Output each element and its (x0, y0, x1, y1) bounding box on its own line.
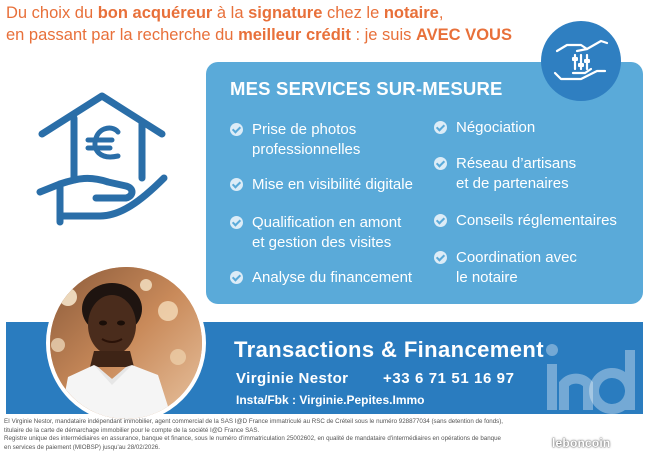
headline-segment: signature (248, 4, 323, 22)
headline-segment: : je suis (350, 26, 416, 44)
service-item: Réseau d’artisans et de partenaires (434, 154, 634, 194)
phone-number[interactable]: +33 6 71 51 16 97 (383, 370, 515, 387)
house-euro-hand-icon (30, 92, 170, 232)
check-circle-icon (434, 157, 447, 170)
check-circle-icon (230, 123, 243, 136)
headline-segment: meilleur crédit (238, 26, 351, 44)
headline (6, 2, 566, 46)
agent-photo (46, 263, 206, 423)
legal-notice: EI Virginie Nestor, mandataire indépendant immobilier, agent commercial de la SAS I@D France immatriculé au RSC de Créteil sous le numéro 928877034 (sans detention de fonds), titulaire de la carte de démarchage immobilier pour le compte de la société I@D France SAS. Registre unique des intermédiaires en assurance, banque et finance, sous le numéro d'immatriculation 25002602, en qualité de mandataire d'intermédiaires en opérations de banque en services de paiement (MIOBSP) jusqu'au 28/02/2026. (4, 418, 504, 452)
headline-segment: bon acquéreur (97, 4, 213, 22)
service-item: Négociation (434, 118, 634, 138)
headline-segment: , (438, 4, 444, 22)
service-item: Analyse du financement (230, 268, 435, 288)
headline-segment: à la (212, 4, 249, 22)
agent-name: Virginie Nestor (236, 370, 349, 387)
service-item: Coordination avec le notaire (434, 248, 634, 288)
headline-segment: Du choix du (6, 4, 98, 22)
social-handle[interactable]: Insta/Fbk : Virginie.Pepites.Immo (236, 393, 425, 407)
banner-title: Transactions & Financement (234, 337, 544, 362)
headline-segment: en passant par la recherche du (6, 26, 239, 44)
headline-segment: AVEC VOUS (415, 26, 512, 44)
check-circle-icon (434, 214, 447, 227)
services-title: MES SERVICES SUR-MESURE (230, 78, 503, 99)
headline-line-1 (6, 2, 566, 24)
check-circle-icon (230, 216, 243, 229)
iad-logo (542, 342, 642, 414)
check-circle-icon (434, 121, 447, 134)
check-circle-icon (230, 178, 243, 191)
service-item: Mise en visibilité digitale (230, 175, 435, 195)
check-circle-icon (230, 271, 243, 284)
leboncoin-watermark: leboncoin (552, 436, 611, 450)
hands-slider-icon (541, 21, 621, 101)
service-item: Qualification en amont et gestion des visites (230, 213, 430, 253)
headline-segment: chez le (322, 4, 384, 22)
check-circle-icon (434, 251, 447, 264)
service-item: Conseils réglementaires (434, 211, 639, 231)
headline-line-2 (6, 24, 566, 46)
headline-segment: notaire (383, 4, 439, 22)
service-item: Prise de photos professionnelles (230, 120, 430, 160)
